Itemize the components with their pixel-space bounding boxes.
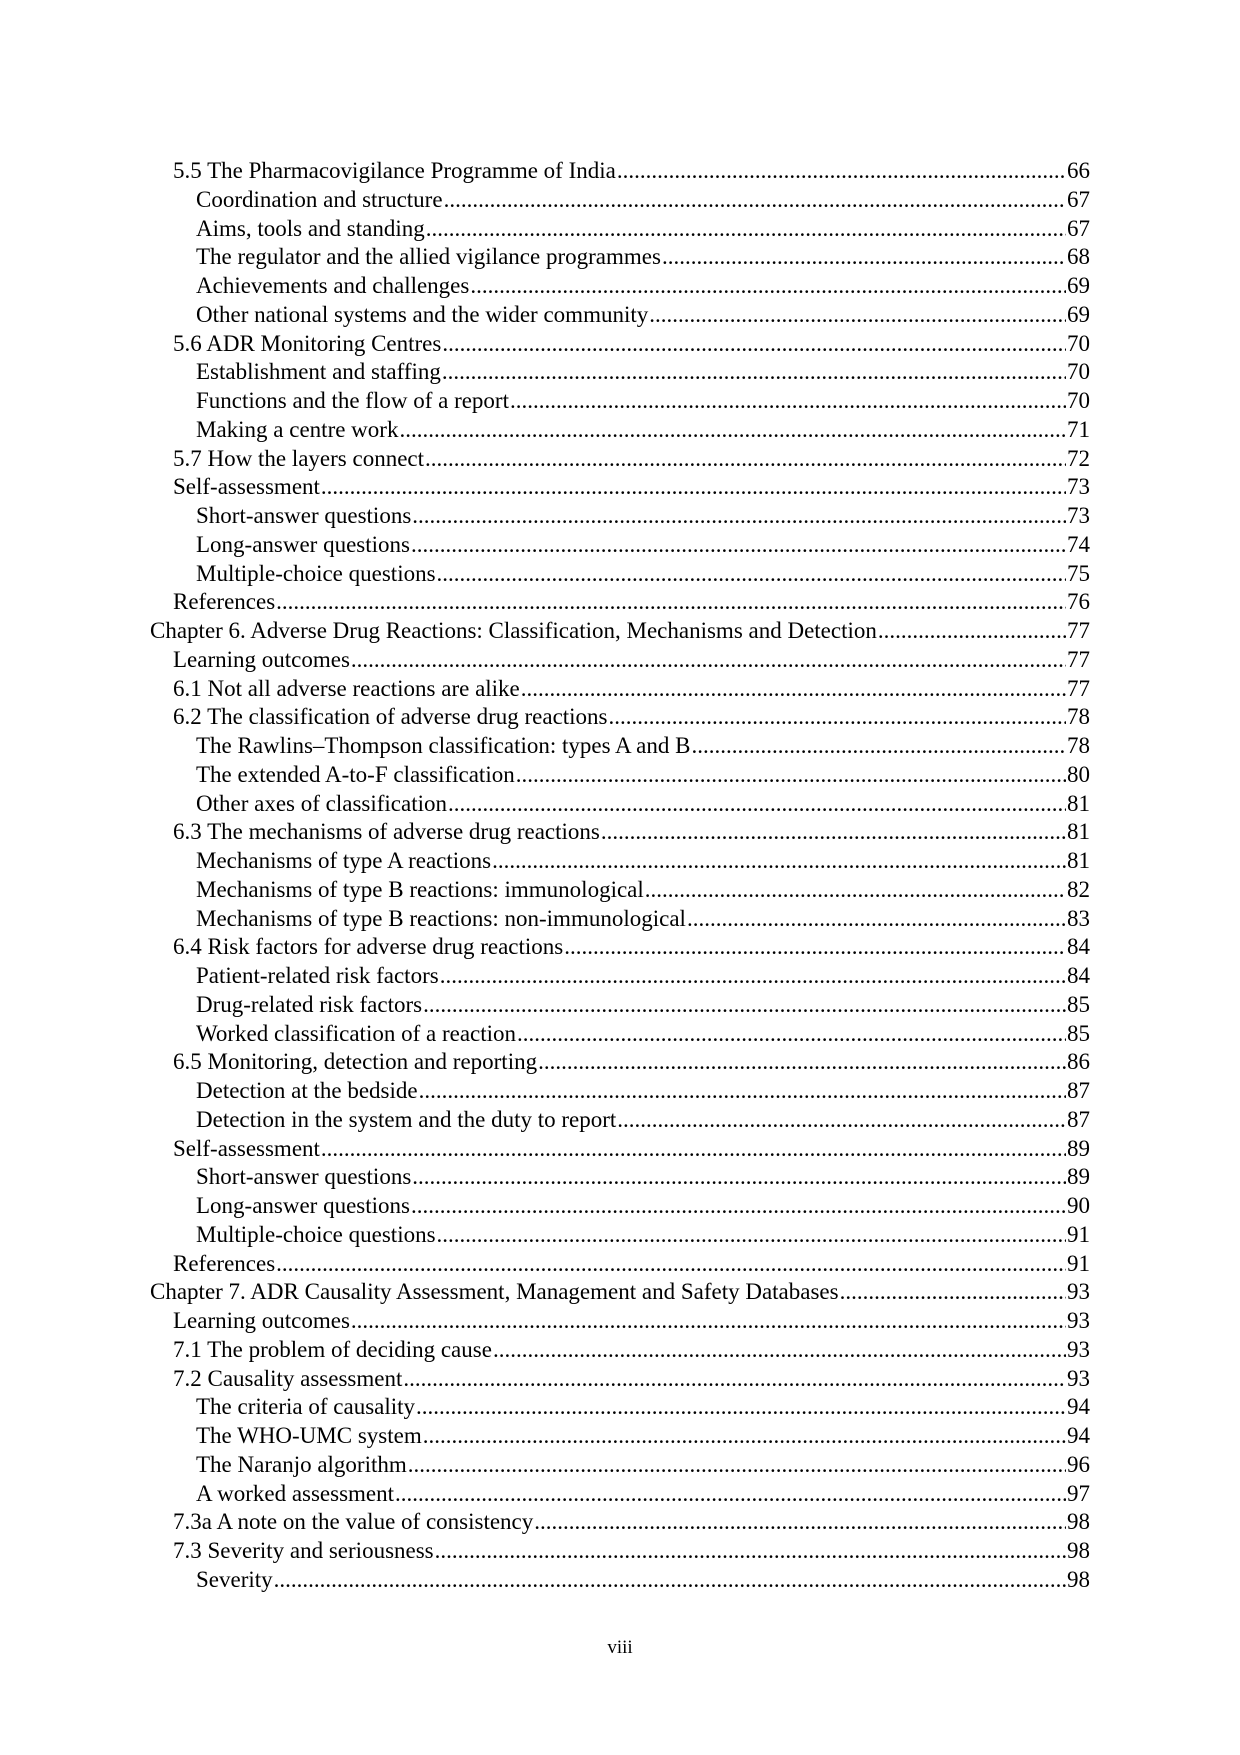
toc-dot-leader xyxy=(517,1020,1066,1049)
toc-entry xyxy=(150,1537,1090,1566)
toc-dot-leader xyxy=(419,1077,1066,1106)
toc-entry-title: Patient-related risk factors xyxy=(196,963,439,988)
toc-entry-title: The Rawlins–Thompson classification: types A and B xyxy=(196,733,691,758)
toc-entry xyxy=(150,703,1090,732)
toc-entry-title: 6.4 Risk factors for adverse drug reactions xyxy=(173,934,564,960)
toc-dot-leader xyxy=(351,646,1066,675)
toc-entry xyxy=(150,1077,1090,1106)
toc-entry-title: The extended A-to-F classification xyxy=(196,761,515,787)
toc-entry xyxy=(150,646,1090,675)
toc-dot-leader xyxy=(617,157,1066,186)
toc-entry-page: 98 xyxy=(1067,1509,1090,1535)
toc-entry-title: 7.3a A note on the value of consistency xyxy=(173,1509,534,1535)
toc-entry-title: Other national systems and the wider community xyxy=(196,301,649,327)
toc-dot-leader xyxy=(437,560,1066,589)
toc-dot-leader xyxy=(564,933,1066,962)
toc-entry-page: 78 xyxy=(1067,704,1090,730)
toc-entry-page: 73 xyxy=(1067,503,1090,528)
toc-entry-page: 81 xyxy=(1067,848,1090,873)
toc-entry-page: 93 xyxy=(1067,1308,1090,1333)
toc-entry xyxy=(150,272,1090,301)
toc-entry xyxy=(150,1307,1090,1336)
toc-dot-leader xyxy=(521,675,1066,704)
page-number: viii xyxy=(607,1637,633,1658)
toc-dot-leader xyxy=(412,502,1066,531)
toc-entry-page: 97 xyxy=(1067,1480,1090,1506)
toc-entry-page: 72 xyxy=(1067,445,1090,471)
toc-entry-title: Learning outcomes xyxy=(173,1308,350,1333)
toc-entry-page: 77 xyxy=(1067,618,1090,643)
toc-dot-leader xyxy=(321,1135,1066,1164)
toc-entry-title: References xyxy=(173,589,276,615)
toc-entry-title: Mechanisms of type B reactions: non-immunological xyxy=(196,905,686,931)
toc-entry-page: 89 xyxy=(1067,1135,1090,1161)
toc-entry xyxy=(150,790,1090,819)
toc-entry xyxy=(150,933,1090,962)
toc-entry xyxy=(150,1336,1090,1365)
toc-entry-page: 93 xyxy=(1067,1279,1090,1305)
toc-entry-title: 6.2 The classification of adverse drug reactions xyxy=(173,704,608,730)
toc-entry-title: 6.5 Monitoring, detection and reporting xyxy=(173,1049,538,1075)
toc-dot-leader xyxy=(609,703,1066,732)
toc-entry-title: 5.5 The Pharmacovigilance Programme of India xyxy=(173,158,616,183)
toc-entry-page: 93 xyxy=(1067,1365,1090,1391)
toc-dot-leader xyxy=(276,1250,1066,1279)
toc-dot-leader xyxy=(662,243,1066,272)
toc-entry-title: Self-assessment xyxy=(173,1135,320,1161)
toc-entry-page: 85 xyxy=(1067,1020,1090,1046)
toc-entry-title: Multiple-choice questions xyxy=(196,560,436,586)
toc-entry xyxy=(150,1106,1090,1135)
toc-entry-page: 77 xyxy=(1067,675,1090,701)
toc-entry xyxy=(150,445,1090,474)
toc-dot-leader xyxy=(399,416,1066,445)
toc-entry-title: Other axes of classification xyxy=(196,790,447,816)
toc-entry xyxy=(150,962,1090,991)
toc-entry xyxy=(150,1393,1090,1422)
toc-entry-title: Functions and the flow of a report xyxy=(196,388,509,413)
toc-entry-title: Worked classification of a reaction xyxy=(196,1020,517,1046)
toc-entry-page: 87 xyxy=(1067,1106,1090,1132)
toc-dot-leader xyxy=(492,847,1066,876)
toc-entry xyxy=(150,1365,1090,1394)
toc-entry-title: Establishment and staffing xyxy=(196,359,441,385)
toc-entry-page: 66 xyxy=(1067,158,1090,183)
toc-entry-title: Mechanisms of type A reactions xyxy=(196,848,492,873)
toc-dot-leader xyxy=(878,617,1066,646)
toc-dot-leader xyxy=(840,1278,1066,1307)
toc-entry-page: 87 xyxy=(1067,1078,1090,1103)
toc-entry-title: Long-answer questions xyxy=(196,1193,410,1218)
toc-entry-title: Severity xyxy=(196,1566,273,1592)
toc-entry xyxy=(150,991,1090,1020)
toc-entry xyxy=(150,301,1090,330)
toc-entry-page: 70 xyxy=(1067,388,1090,413)
toc-entry xyxy=(150,847,1090,876)
toc-dot-leader xyxy=(276,588,1066,617)
toc-entry-page: 84 xyxy=(1067,934,1090,960)
toc-entry-page: 94 xyxy=(1067,1423,1090,1448)
toc-entry-page: 70 xyxy=(1067,330,1090,356)
toc-dot-leader xyxy=(423,1422,1066,1451)
toc-entry-title: Aims, tools and standing xyxy=(196,215,425,241)
toc-dot-leader xyxy=(645,876,1066,905)
toc-entry-page: 81 xyxy=(1067,790,1090,816)
toc-entry-title: Detection at the bedside xyxy=(196,1078,418,1103)
toc-entry-page: 67 xyxy=(1067,215,1090,241)
toc-entry-title: 6.1 Not all adverse reactions are alike xyxy=(173,675,520,701)
toc-entry xyxy=(150,502,1090,531)
toc-entry-title: Learning outcomes xyxy=(173,646,350,672)
toc-entry-title: The WHO-UMC system xyxy=(196,1423,422,1448)
toc-dot-leader xyxy=(649,301,1066,330)
toc-entry-title: Mechanisms of type B reactions: immunological xyxy=(196,876,644,902)
toc-entry-page: 85 xyxy=(1067,991,1090,1017)
toc-entry xyxy=(150,675,1090,704)
toc-entry xyxy=(150,876,1090,905)
toc-entry-title: Coordination and structure xyxy=(196,186,443,212)
toc-entry-title: 5.6 ADR Monitoring Centres xyxy=(173,330,442,356)
toc-entry-title: Chapter 6. Adverse Drug Reactions: Classification, Mechanisms and Detection xyxy=(150,618,877,643)
toc-dot-leader xyxy=(412,1163,1066,1192)
toc-dot-leader xyxy=(321,473,1066,502)
table-of-contents xyxy=(150,157,1090,1595)
toc-dot-leader xyxy=(516,761,1066,790)
toc-dot-leader xyxy=(538,1048,1066,1077)
toc-entry xyxy=(150,1508,1090,1537)
toc-entry xyxy=(150,761,1090,790)
toc-entry-page: 76 xyxy=(1067,589,1090,615)
toc-entry-page: 91 xyxy=(1067,1221,1090,1247)
toc-entry-page: 67 xyxy=(1067,186,1090,212)
toc-entry-page: 82 xyxy=(1067,876,1090,902)
toc-dot-leader xyxy=(423,991,1066,1020)
toc-entry xyxy=(150,1192,1090,1221)
toc-entry-title: Long-answer questions xyxy=(196,531,410,557)
toc-entry xyxy=(150,358,1090,387)
toc-chapter-entry xyxy=(150,1278,1090,1307)
toc-entry-page: 98 xyxy=(1067,1538,1090,1563)
toc-entry-title: Short-answer questions xyxy=(196,1164,412,1190)
toc-entry xyxy=(150,588,1090,617)
toc-dot-leader xyxy=(493,1336,1066,1365)
toc-entry-page: 89 xyxy=(1067,1164,1090,1190)
toc-entry-title: The Naranjo algorithm xyxy=(196,1451,407,1477)
toc-entry-title: Multiple-choice questions xyxy=(196,1221,436,1247)
toc-entry-title: Detection in the system and the duty to report xyxy=(196,1106,617,1132)
toc-entry-title: Chapter 7. ADR Causality Assessment, Management and Safety Databases xyxy=(150,1279,839,1305)
toc-entry xyxy=(150,1422,1090,1451)
toc-entry xyxy=(150,1135,1090,1164)
toc-dot-leader xyxy=(444,186,1066,215)
toc-dot-leader xyxy=(395,1480,1066,1509)
toc-entry-page: 83 xyxy=(1067,905,1090,931)
toc-dot-leader xyxy=(408,1451,1066,1480)
toc-dot-leader xyxy=(435,1537,1066,1566)
toc-entry xyxy=(150,416,1090,445)
toc-entry-page: 86 xyxy=(1067,1049,1090,1075)
toc-chapter-entry xyxy=(150,617,1090,646)
toc-dot-leader xyxy=(448,790,1066,819)
toc-dot-leader xyxy=(534,1508,1066,1537)
toc-dot-leader xyxy=(442,330,1066,359)
toc-entry-title: 7.2 Causality assessment xyxy=(173,1365,403,1391)
toc-entry xyxy=(150,531,1090,560)
toc-entry-page: 96 xyxy=(1067,1451,1090,1477)
toc-entry-title: 7.1 The problem of deciding cause xyxy=(173,1336,492,1362)
toc-entry xyxy=(150,905,1090,934)
toc-entry-page: 91 xyxy=(1067,1250,1090,1276)
toc-entry xyxy=(150,1020,1090,1049)
toc-entry-title: Making a centre work xyxy=(196,416,399,442)
toc-entry-title: The regulator and the allied vigilance programmes xyxy=(196,244,661,270)
toc-dot-leader xyxy=(411,531,1066,560)
toc-entry-page: 84 xyxy=(1067,963,1090,988)
toc-entry xyxy=(150,186,1090,215)
toc-entry-page: 70 xyxy=(1067,359,1090,385)
toc-entry-page: 81 xyxy=(1067,819,1090,845)
toc-entry-title: 7.3 Severity and seriousness xyxy=(173,1538,434,1563)
toc-entry xyxy=(150,1250,1090,1279)
toc-entry-page: 69 xyxy=(1067,301,1090,327)
toc-entry-page: 77 xyxy=(1067,646,1090,672)
toc-entry xyxy=(150,560,1090,589)
toc-entry xyxy=(150,473,1090,502)
toc-entry xyxy=(150,330,1090,359)
toc-entry xyxy=(150,1163,1090,1192)
toc-entry xyxy=(150,1566,1090,1595)
toc-entry-page: 68 xyxy=(1067,244,1090,270)
toc-entry-title: 5.7 How the layers connect xyxy=(173,445,425,471)
toc-entry-page: 98 xyxy=(1067,1566,1090,1592)
toc-dot-leader xyxy=(425,445,1066,474)
toc-dot-leader xyxy=(691,732,1066,761)
toc-dot-leader xyxy=(416,1393,1066,1422)
toc-entry xyxy=(150,1451,1090,1480)
toc-dot-leader xyxy=(426,215,1066,244)
toc-entry xyxy=(150,818,1090,847)
toc-entry xyxy=(150,732,1090,761)
toc-dot-leader xyxy=(411,1192,1066,1221)
toc-entry-page: 93 xyxy=(1067,1336,1090,1362)
toc-entry-title: The criteria of causality xyxy=(196,1394,416,1420)
toc-entry xyxy=(150,243,1090,272)
toc-entry-title: Achievements and challenges xyxy=(196,273,470,298)
toc-entry xyxy=(150,1480,1090,1509)
toc-dot-leader xyxy=(510,387,1066,416)
toc-dot-leader xyxy=(601,818,1066,847)
toc-entry-title: A worked assessment xyxy=(196,1480,395,1506)
toc-entry-page: 73 xyxy=(1067,474,1090,500)
toc-dot-leader xyxy=(470,272,1066,301)
toc-entry-title: Self-assessment xyxy=(173,474,320,500)
toc-entry-title: 6.3 The mechanisms of adverse drug reactions xyxy=(173,819,600,845)
toc-entry-page: 71 xyxy=(1067,416,1090,442)
toc-entry-page: 80 xyxy=(1067,761,1090,787)
toc-dot-leader xyxy=(617,1106,1066,1135)
toc-entry-page: 69 xyxy=(1067,273,1090,298)
toc-entry xyxy=(150,215,1090,244)
toc-dot-leader xyxy=(440,962,1066,991)
toc-entry-title: References xyxy=(173,1250,276,1276)
toc-entry xyxy=(150,157,1090,186)
toc-dot-leader xyxy=(274,1566,1066,1595)
toc-dot-leader xyxy=(351,1307,1066,1336)
toc-dot-leader xyxy=(437,1221,1066,1250)
toc-entry-page: 94 xyxy=(1067,1394,1090,1420)
toc-entry-title: Short-answer questions xyxy=(196,503,412,528)
toc-entry xyxy=(150,387,1090,416)
toc-dot-leader xyxy=(687,905,1066,934)
toc-dot-leader xyxy=(403,1365,1066,1394)
toc-entry-title: Drug-related risk factors xyxy=(196,991,423,1017)
toc-entry xyxy=(150,1048,1090,1077)
toc-entry-page: 78 xyxy=(1067,733,1090,758)
toc-entry xyxy=(150,1221,1090,1250)
toc-entry-page: 75 xyxy=(1067,560,1090,586)
toc-dot-leader xyxy=(442,358,1066,387)
toc-entry-page: 90 xyxy=(1067,1193,1090,1218)
toc-entry-page: 74 xyxy=(1067,531,1090,557)
